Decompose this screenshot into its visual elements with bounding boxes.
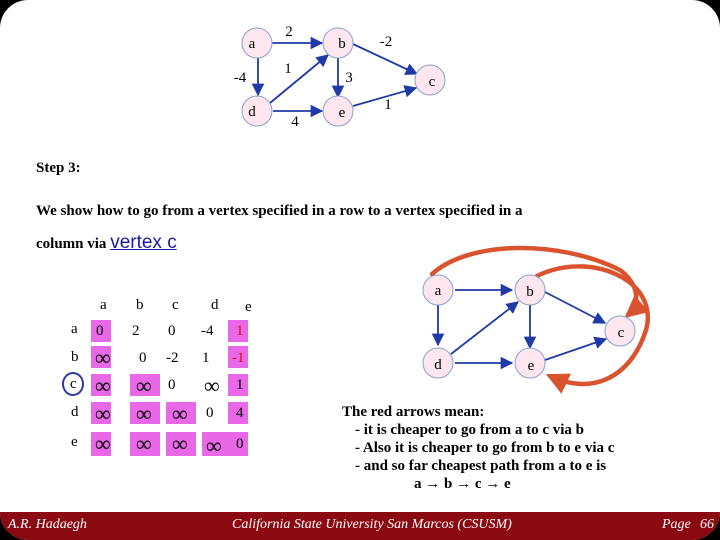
cell-b-d: 1 bbox=[202, 350, 210, 366]
vertex2-label-a: a bbox=[434, 283, 442, 299]
explanation-line-1: - it is cheaper to go from a to c via b bbox=[355, 422, 584, 438]
description-line2 bbox=[36, 232, 177, 254]
vertex-label-c: c bbox=[428, 74, 436, 90]
explanation-line-0: The red arrows mean: bbox=[342, 404, 485, 420]
vertex2-label-e: e bbox=[527, 358, 535, 374]
cell-c-b: ∞ bbox=[136, 373, 152, 398]
cell-d-b: ∞ bbox=[136, 401, 152, 426]
row-header-e: e bbox=[71, 434, 78, 450]
cell-d-a: ∞ bbox=[95, 401, 111, 426]
weight-b-c: -2 bbox=[379, 34, 393, 50]
cell-a-c: 0 bbox=[168, 323, 176, 339]
weight-a-d: -4 bbox=[233, 70, 247, 86]
explanation-text bbox=[328, 403, 688, 493]
edge2-d-b bbox=[451, 302, 518, 354]
col-header-c: c bbox=[172, 297, 179, 313]
weight-c-e: 1 bbox=[384, 97, 392, 113]
cell-a-b: 2 bbox=[132, 323, 140, 339]
vertex-label-d: d bbox=[248, 104, 256, 120]
edge2-b-c bbox=[545, 292, 605, 323]
row-header-a: a bbox=[71, 321, 78, 337]
footer-author: A.R. Hadaegh bbox=[8, 517, 87, 532]
vertex2-label-d: d bbox=[434, 357, 442, 373]
description-line2-prefix: column via bbox=[36, 236, 111, 252]
footer-page-number: 66 bbox=[700, 517, 714, 532]
cell-b-b: 0 bbox=[139, 350, 147, 366]
edge-d-b bbox=[270, 55, 328, 103]
col-header-a: a bbox=[100, 297, 107, 313]
explanation-line-4: a → b → c → e bbox=[414, 476, 511, 492]
vertex-d bbox=[242, 96, 272, 126]
vertex-label-e: e bbox=[338, 105, 346, 121]
cell-e-d: ∞ bbox=[206, 433, 222, 458]
cell-d-e: 4 bbox=[236, 405, 244, 421]
row-header-c: c bbox=[70, 376, 77, 392]
col-header-d: d bbox=[211, 297, 219, 313]
via-vertex-label: vertex c bbox=[110, 232, 177, 253]
footer-page-label: Page bbox=[662, 517, 691, 532]
cell-b-e: -1 bbox=[232, 350, 245, 366]
cell-c-c: 0 bbox=[168, 377, 176, 393]
vertex-label-a: a bbox=[248, 36, 256, 52]
weight-b-e: 3 bbox=[345, 70, 353, 86]
vertex-label-b: b bbox=[338, 36, 346, 52]
cell-e-c: ∞ bbox=[172, 431, 188, 456]
col-header-b: b bbox=[136, 297, 144, 313]
cell-b-a: ∞ bbox=[95, 345, 111, 370]
cell-c-e: 1 bbox=[236, 377, 244, 393]
cell-e-e: 0 bbox=[236, 436, 244, 452]
row-header-d: d bbox=[71, 404, 79, 420]
cell-d-d: 0 bbox=[206, 405, 214, 421]
weight-d-b: 1 bbox=[284, 61, 292, 77]
weight-d-e: 4 bbox=[291, 114, 299, 130]
cell-c-a: ∞ bbox=[95, 373, 111, 398]
col-header-e: e bbox=[245, 299, 252, 315]
cell-b-c: -2 bbox=[166, 350, 179, 366]
vertex2-label-c: c bbox=[617, 325, 625, 341]
cell-e-b: ∞ bbox=[136, 431, 152, 456]
step-label: Step 3: bbox=[36, 160, 81, 176]
cell-a-d: -4 bbox=[201, 323, 214, 339]
cell-d-c: ∞ bbox=[172, 401, 188, 426]
explanation-line-3: - and so far cheapest path from a to e is bbox=[355, 458, 607, 474]
vertex2-label-b: b bbox=[526, 284, 534, 300]
cell-a-a: 0 bbox=[96, 323, 104, 339]
row-header-b: b bbox=[71, 349, 79, 365]
explanation-line-2: - Also it is cheaper to go from b to e via c bbox=[355, 440, 615, 456]
edge2-c-e bbox=[545, 339, 606, 360]
cell-e-a: ∞ bbox=[95, 431, 111, 456]
vertex-a bbox=[242, 28, 272, 58]
cell-a-e: 1 bbox=[236, 323, 244, 339]
cell-c-d: ∞ bbox=[204, 373, 220, 398]
footer-bar bbox=[0, 512, 720, 540]
weight-a-b: 2 bbox=[285, 24, 293, 40]
footer-university: California State University San Marcos (CSUSM) bbox=[232, 517, 512, 532]
description-line1: We show how to go from a vertex specified in a row to a vertex specified in a bbox=[36, 203, 523, 219]
